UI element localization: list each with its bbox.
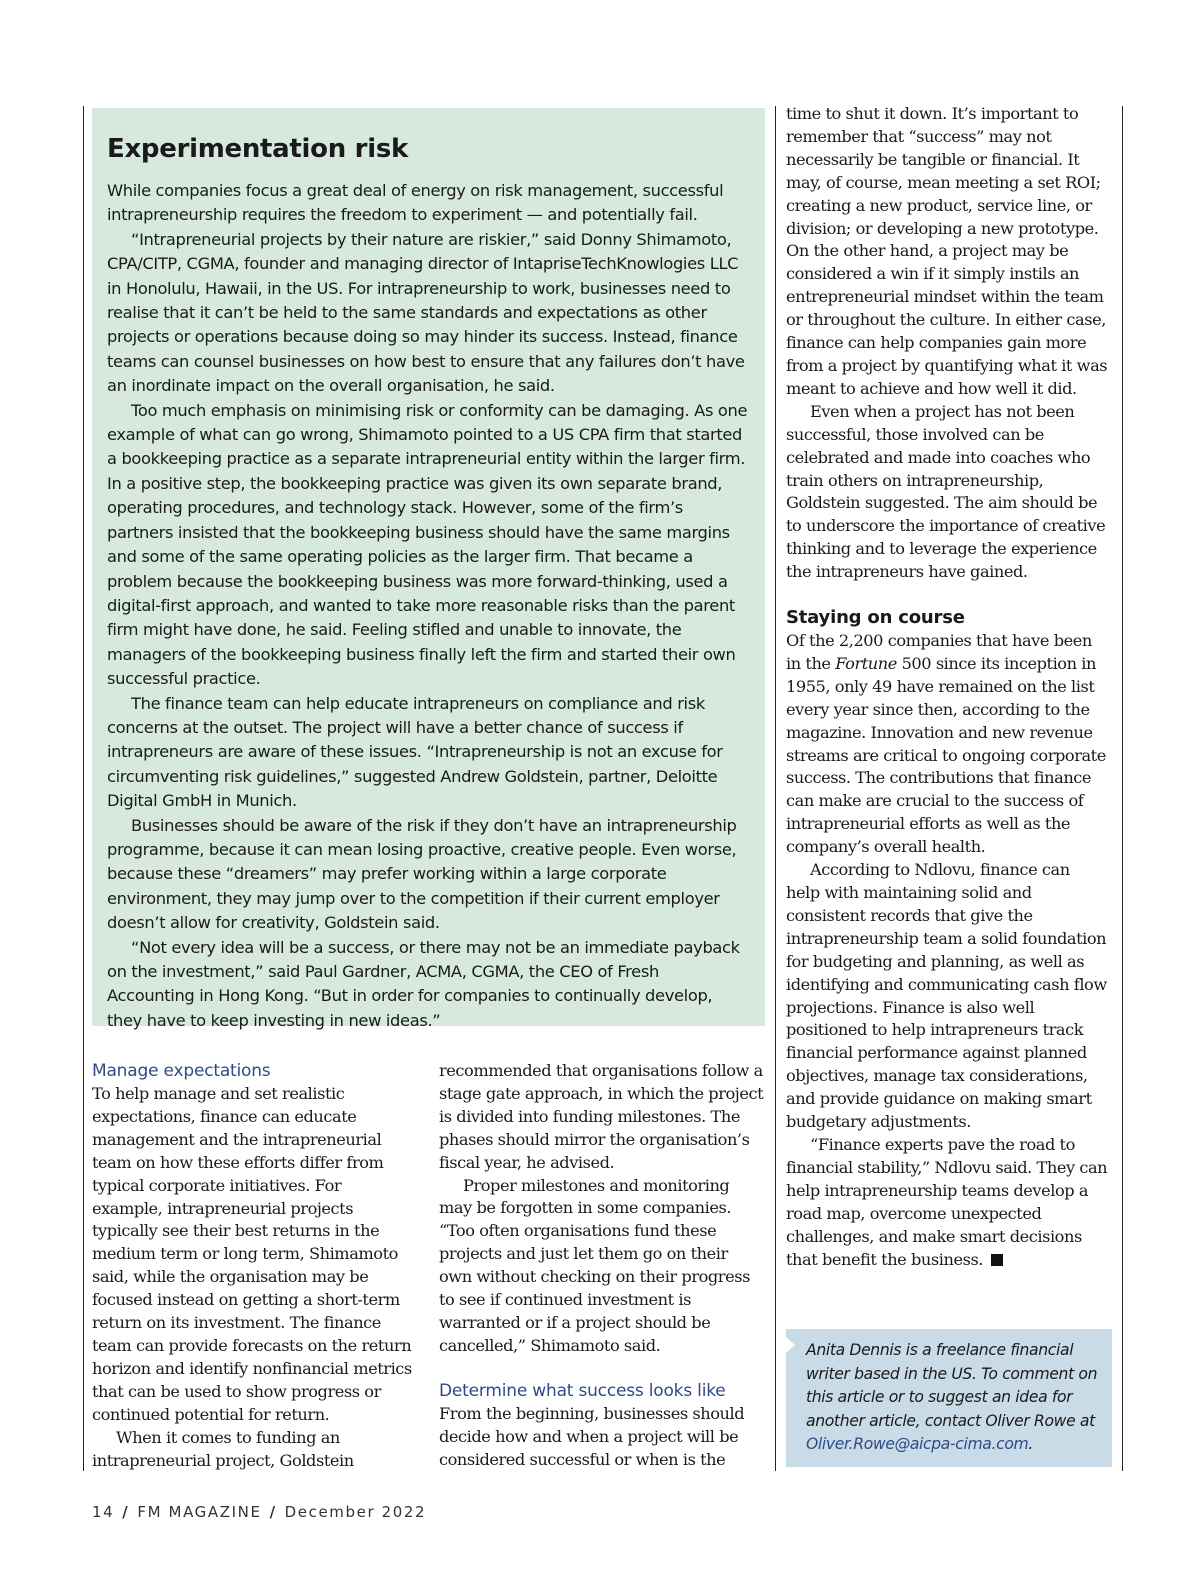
sidebar-paragraph: Too much emphasis on minimising risk or conformity can be damaging. As one example of what can go wrong, Shimamoto pointed to a US CPA firm that started a bookkeeping practice as a separate intrapreneurial entity within the larger firm. In a positive step, the bookkeeping practice was given its own separate brand, operating procedures, and technology stack. However, some of the firm’s partners insisted that the bookkeeping business should have the same margins and some of the same operating policies as the larger firm. That became a problem because the bookkeeping business was more forward-thinking, used a digital-first approach, and wanted to take more reasonable risks than the parent firm might have done, he said. Feeling stifled and unable to innovate, the managers of the bookkeeping business finally left the firm and started their own successful practice. (107, 400, 748, 689)
sidebar-paragraph: While companies focus a great deal of energy on risk management, successful intrapreneurship requires the freedom to experiment — and potentially fail. (107, 181, 724, 225)
section-gap (439, 1358, 764, 1380)
article-column-1 (92, 1060, 414, 1472)
experimentation-risk-sidebar (92, 108, 765, 1030)
heading-manage-expectations: Manage expectations (92, 1061, 271, 1081)
column-rule-left (83, 106, 84, 1471)
body-paragraph: recommended that organisations follow a stage gate approach, in which the project is divided into funding milestones. The phases should mirror the organisation’s fiscal year, he advised. (439, 1061, 764, 1172)
footer-separator: / (269, 1503, 277, 1521)
body-paragraph (786, 630, 1108, 859)
column-rule-right (1122, 106, 1123, 1471)
page-number: 14 (92, 1503, 115, 1521)
body-paragraph: According to Ndlovu, finance can help with maintaining solid and consistent records that give the intrapreneurship team a solid foundation for budgeting and planning, as well as identifying and communicating cash flow projections. Finance is also well positioned to help intrapreneurs track financial performance against planned objectives, manage tax considerations, and provide guidance on making smart budgetary adjustments. (786, 860, 1107, 1132)
body-paragraph: From the beginning, businesses should decide how and when a project will be considered successful or when is the (439, 1403, 745, 1469)
heading-determine-success: Determine what success looks like (439, 1380, 726, 1401)
body-text: Of the 2,200 companies that have been in the (786, 631, 1092, 673)
issue-date: December 2022 (284, 1503, 427, 1521)
sidebar-title: Experimentation risk (107, 134, 408, 164)
body-paragraph: Even when a project has not been successful, those involved can be celebrated and made into coaches who train others on intrapreneurship, Goldstein suggested. The aim should be to underscore the importance of creative thinking and to leverage the experience the intrapreneurs have gained. (786, 401, 1106, 582)
footer-separator: / (122, 1503, 130, 1521)
sidebar-paragraph: “Intrapreneurial projects by their nature are riskier,” said Donny Shimamoto, CPA/CITP, CGMA, founder and managing director of IntapriseTechKnowlogies LLC in Honolulu, Hawaii, in the US. For intrapreneurship to work, businesses need to realise that it can’t be held to the same standards and expectations as other projects or operations because doing so may hinder its success. Instead, finance teams can counsel businesses on how best to ensure that any failures don’t have an inordinate impact on the overall organisation, he said. (107, 229, 745, 396)
body-paragraph: Proper milestones and monitoring may be forgotten in some companies. “Too often organisations fund these projects and just let them go on their own without checking on their progress to see if continued investment is warranted or if a project should be cancelled,” Shimamoto said. (439, 1175, 750, 1355)
heading-staying-on-course: Staying on course (786, 607, 965, 629)
column-rule-middle (775, 106, 776, 1471)
body-text: “Finance experts pave the road to financial stability,” Ndlovu said. They can help intrapreneurship teams develop a road map, overcome unexpected challenges, and make smart decisions that benefit the business. (786, 1134, 1108, 1269)
end-of-article-mark (991, 1254, 1003, 1266)
article-column-3 (786, 103, 1108, 1271)
fortune-title: Fortune (835, 653, 897, 673)
bio-text: Anita Dennis is a freelance financial writer based in the US. To comment on this article or to suggest an idea for another article, contact Oliver Rowe at (806, 1341, 1098, 1430)
sidebar-paragraph: Businesses should be aware of the risk if they don’t have an intrapreneurship programme, because it can mean losing proactive, creative people. Even worse, because these “dreamers” may prefer working within a large corporate environment, they may jump over to the competition if their current employer doesn’t allow for creativity, Goldstein said. (107, 815, 737, 933)
author-bio-box (786, 1329, 1112, 1467)
closing-paragraph (786, 1134, 1108, 1271)
sidebar-paragraph: The finance team can help educate intrapreneurs on compliance and risk concerns at the outset. The project will have a better chance of success if intrapreneurs are aware of these issues. “Intrapreneurship is not an excuse for circumventing risk guidelines,” suggested Andrew Goldstein, partner, Deloitte Digital GmbH in Munich. (107, 693, 723, 811)
article-column-2 (439, 1060, 764, 1472)
section-gap (786, 584, 1108, 606)
magazine-name: FM MAGAZINE (137, 1503, 262, 1521)
body-paragraph: To help manage and set realistic expectations, finance can educate management and the intrapreneurial team on how these efforts differ from typical corporate initiatives. For example, intrapreneurial projects typically see their best returns in the medium term or long term, Shimamoto said, while the organisation may be focused instead on getting a short-term return on its investment. The finance team can provide forecasts on the return horizon and identify nonfinancial metrics that can be used to show progress or continued potential for return. (92, 1084, 412, 1424)
bio-text-end: . (1028, 1435, 1033, 1454)
sidebar-paragraph: “Not every idea will be a success, or there may not be an immediate payback on the investment,” said Paul Gardner, ACMA, CGMA, the CEO of Fresh Accounting in Hong Kong. “But in order for companies to continually develop, they have to keep investing in new ideas.” (107, 937, 740, 1030)
contact-email-link[interactable]: Oliver.Rowe@aicpa-cima.com (806, 1435, 1029, 1454)
body-text: 500 since its inception in 1955, only 49 have remained on the list every year since then, according to the magazine. Innovation and new revenue streams are critical to ongoing corporate success. The contributions that finance can make are crucial to the success of intrapreneurial efforts as well as the company’s overall health. (786, 653, 1106, 857)
body-paragraph: time to shut it down. It’s important to remember that “success” may not necessarily be tangible or financial. It may, of course, mean meeting a set ROI; creating a new product, service line, or division; or developing a new prototype. On the other hand, a project may be considered a win if it simply instils an entrepreneurial mindset within the team or throughout the culture. In either case, finance can help companies gain more from a project by quantifying what it was meant to achieve and how well it did. (786, 104, 1108, 398)
body-paragraph: When it comes to funding an intrapreneurial project, Goldstein (92, 1427, 354, 1470)
bio-pointer-icon (786, 1337, 795, 1353)
page-footer (92, 1503, 426, 1521)
